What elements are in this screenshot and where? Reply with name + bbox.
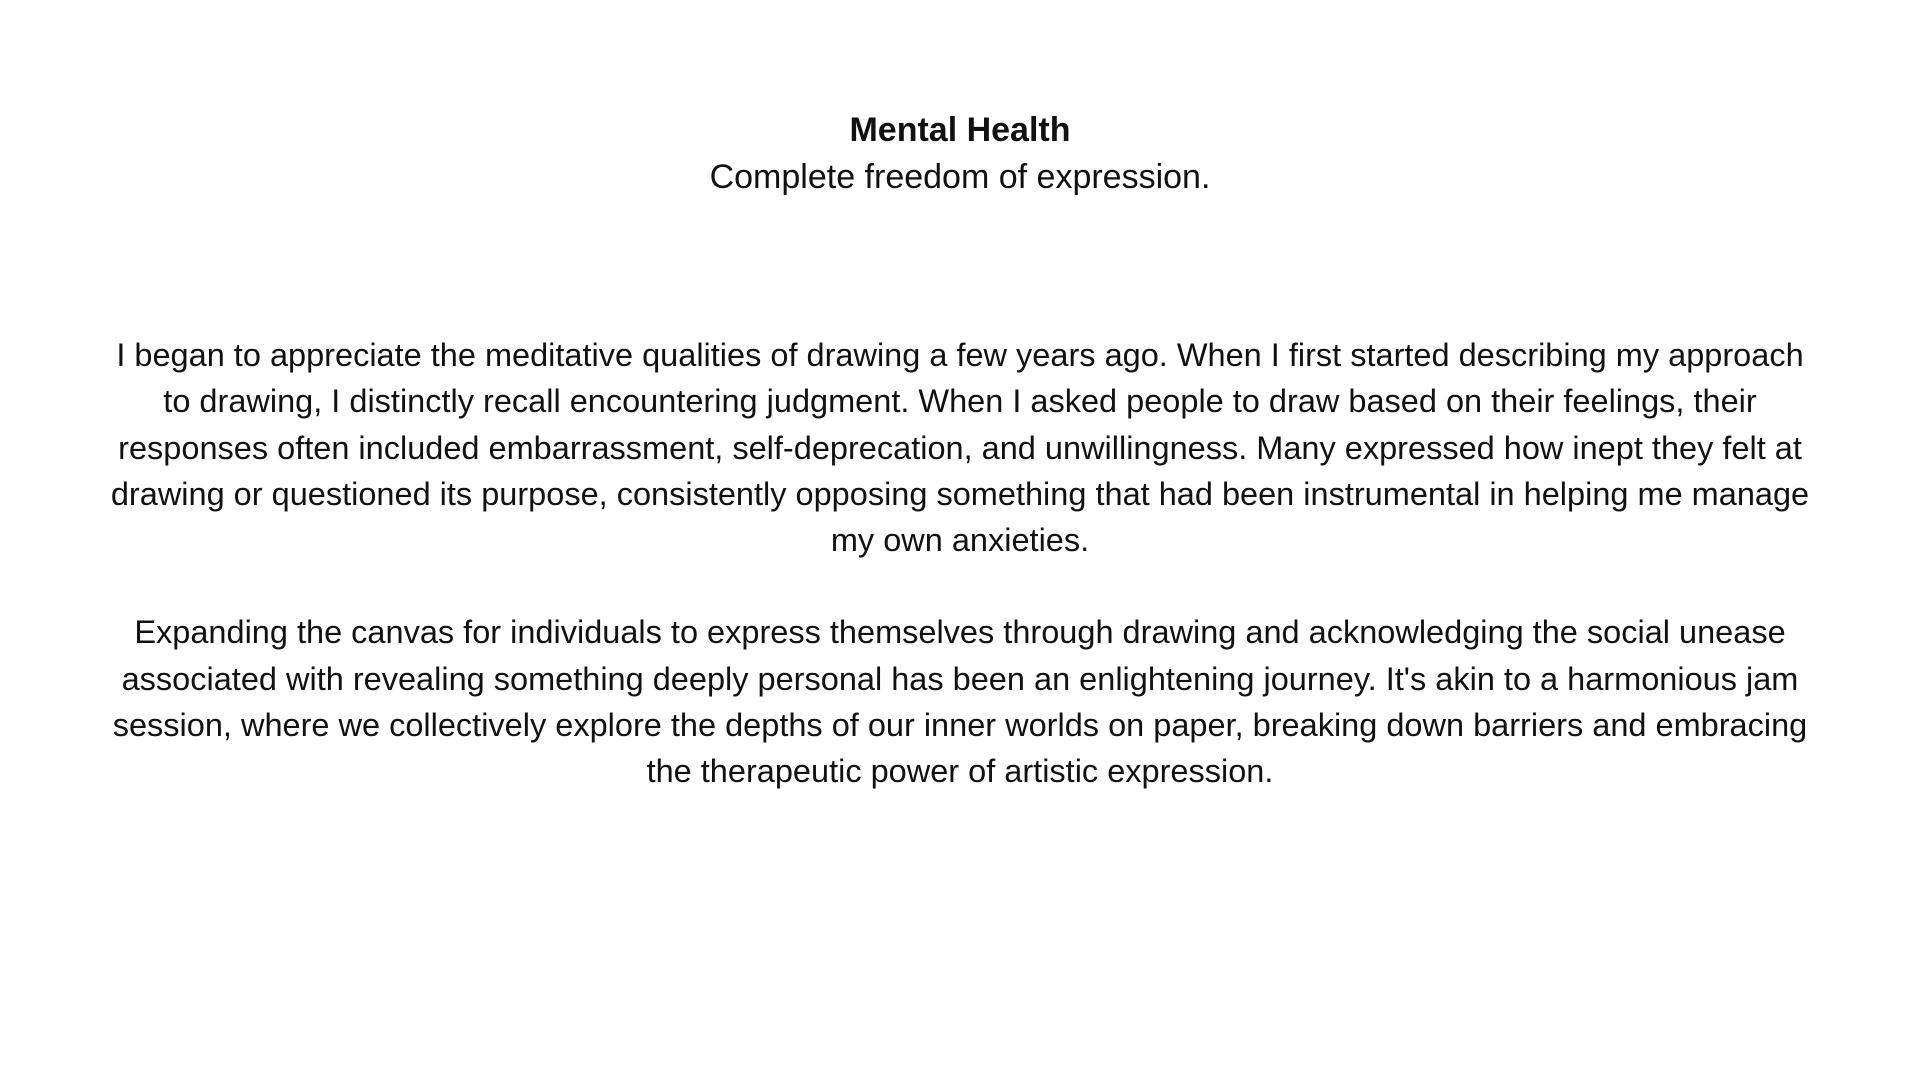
page-subtitle: Complete freedom of expression. [709,158,1211,196]
body-paragraph: I began to appreciate the meditative qualities of drawing a few years ago. When I first started describing my approach to drawing, I distinctly recall encountering judgment. When I asked people to draw based on their feelings, their responses often included embarrassment, self-deprecation, and unwillingness. Many expressed how inept they felt at drawing or questioned its purpose, consistently opposing something that had been instrumental in helping me manage my own anxieties. [110,337,1810,559]
page-title: Mental Health [849,111,1071,149]
document-header [0,108,1920,199]
body-paragraph: Expanding the canvas for individuals to express themselves through drawing and acknowledging the social unease associated with revealing something deeply personal has been an enlightening journey. It's akin to a harmonious jam session, where we collectively explore the depths of our inner worlds on paper, breaking down barriers and embracing the therapeutic power of artistic expression. [112,614,1808,790]
document-body [100,332,1820,795]
